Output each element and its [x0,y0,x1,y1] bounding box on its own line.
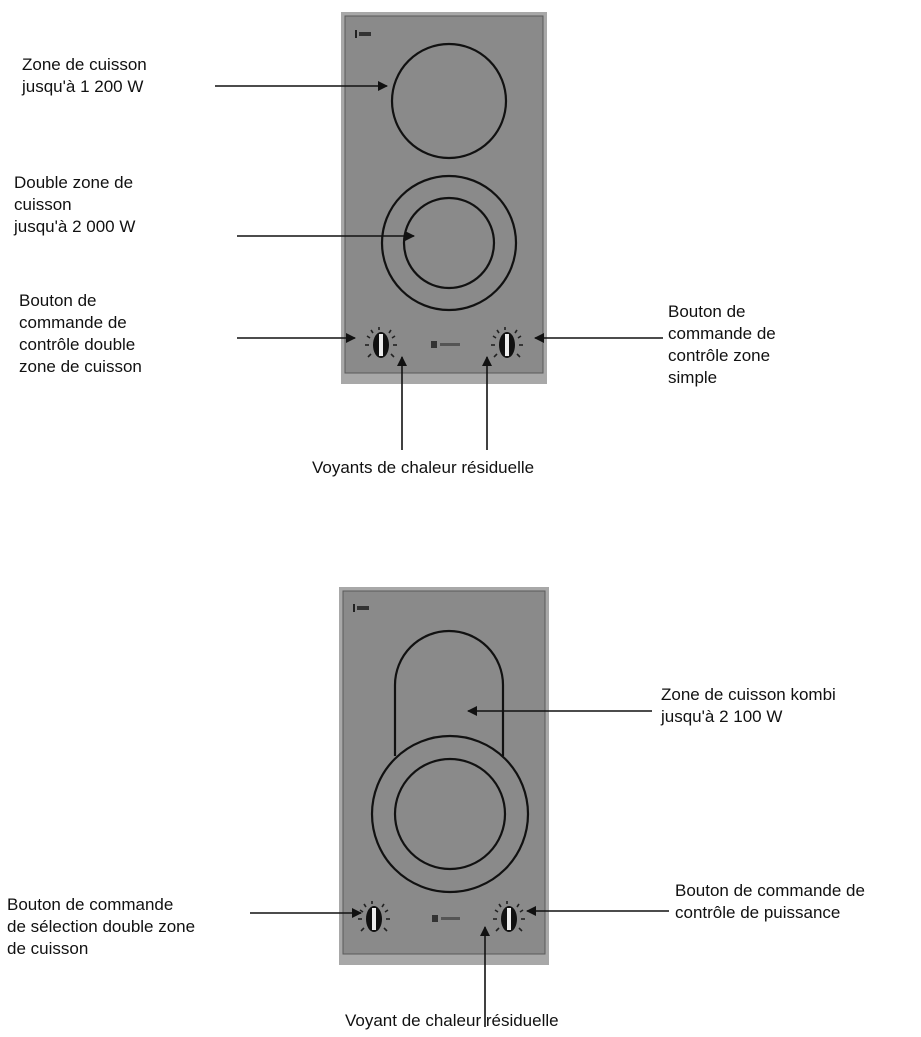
label-zone-single: Zone de cuisson jusqu'à 1 200 W [22,55,147,96]
label-residual-heat-indicator: Voyant de chaleur résiduelle [345,1011,559,1030]
hob-2-panel [343,591,545,954]
label-knob-single-control: Bouton de commande de contrôle zone simple [668,302,776,387]
label-zone-kombi: Zone de cuisson kombi jusqu'à 2 100 W [661,685,836,726]
hob-1-panel [345,16,543,373]
label-knob-double-control: Bouton de commande de contrôle double zone de cuisson [19,291,142,376]
label-zone-double: Double zone de cuisson jusqu'à 2 000 W [14,173,136,236]
brand-logo-icon [357,606,369,610]
hob-2 [339,587,549,965]
hob-1 [341,12,547,384]
label-residual-heat-indicators: Voyants de chaleur résiduelle [312,458,535,477]
label-knob-power: Bouton de commande de contrôle de puissance [675,881,865,922]
label-knob-selection: Bouton de commande de sélection double zone de cuisson [7,895,196,958]
brand-logo-icon [359,32,371,36]
